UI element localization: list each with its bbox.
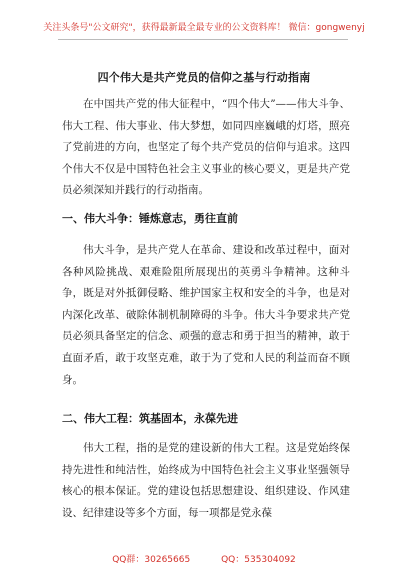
section-1-heading: 一、伟大斗争：锤炼意志，勇往直前: [62, 212, 238, 225]
section-2-heading: 二、伟大工程：筑基固本，永葆先进: [62, 412, 238, 425]
document-title: 四个伟大是共产党员的信仰之基与行动指南: [97, 71, 311, 84]
footer-contact: [0, 552, 408, 565]
intro-paragraph: 在中国共产党的伟大征程中，“四个伟大”——伟大斗争、伟大工程、伟大事业、伟大梦想，如同四座巍峨的灯塔，照亮了党前进的方向，也坚定了每个共产党员的信仰与追求。这四个伟大不仅是中国特色社会主义事业的核心要义，更是共产党员必须深知并践行的行动指南。: [62, 98, 350, 197]
footer-qq-group: QQ群：30265665: [112, 555, 191, 565]
header-divider: [58, 39, 348, 40]
section-2-body: 伟大工程，指的是党的建设新的伟大工程。这是党始终保持先进性和纯洁性，始终成为中国特色社会主义事业坚强领导核心的根本保证。党的建设包括思想建设、组织建设、作风建设、纪律建设等多个方面，每一项都是党永葆: [62, 442, 350, 519]
header-note: 关注头条号"公文研究"，获得最新最全最专业的公文资料库！ 微信：gongwenyj: [43, 23, 365, 33]
footer-qq: QQ：535304092: [221, 555, 296, 565]
section-1-body: 伟大斗争，是共产党人在革命、建设和改革过程中，面对各种风险挑战、艰难险阻所展现出的英勇斗争精神。这种斗争，既是对外抵御侵略、维护国家主权和安全的斗争，也是对内深化改革、破除体制机制障碍的斗争。伟大斗争要求共产党员必须具备坚定的信念、顽强的意志和勇于担当的精神，敢于直面矛盾，敢于攻坚克难，敢于为了党和人民的利益而奋不顾身。: [62, 244, 350, 386]
